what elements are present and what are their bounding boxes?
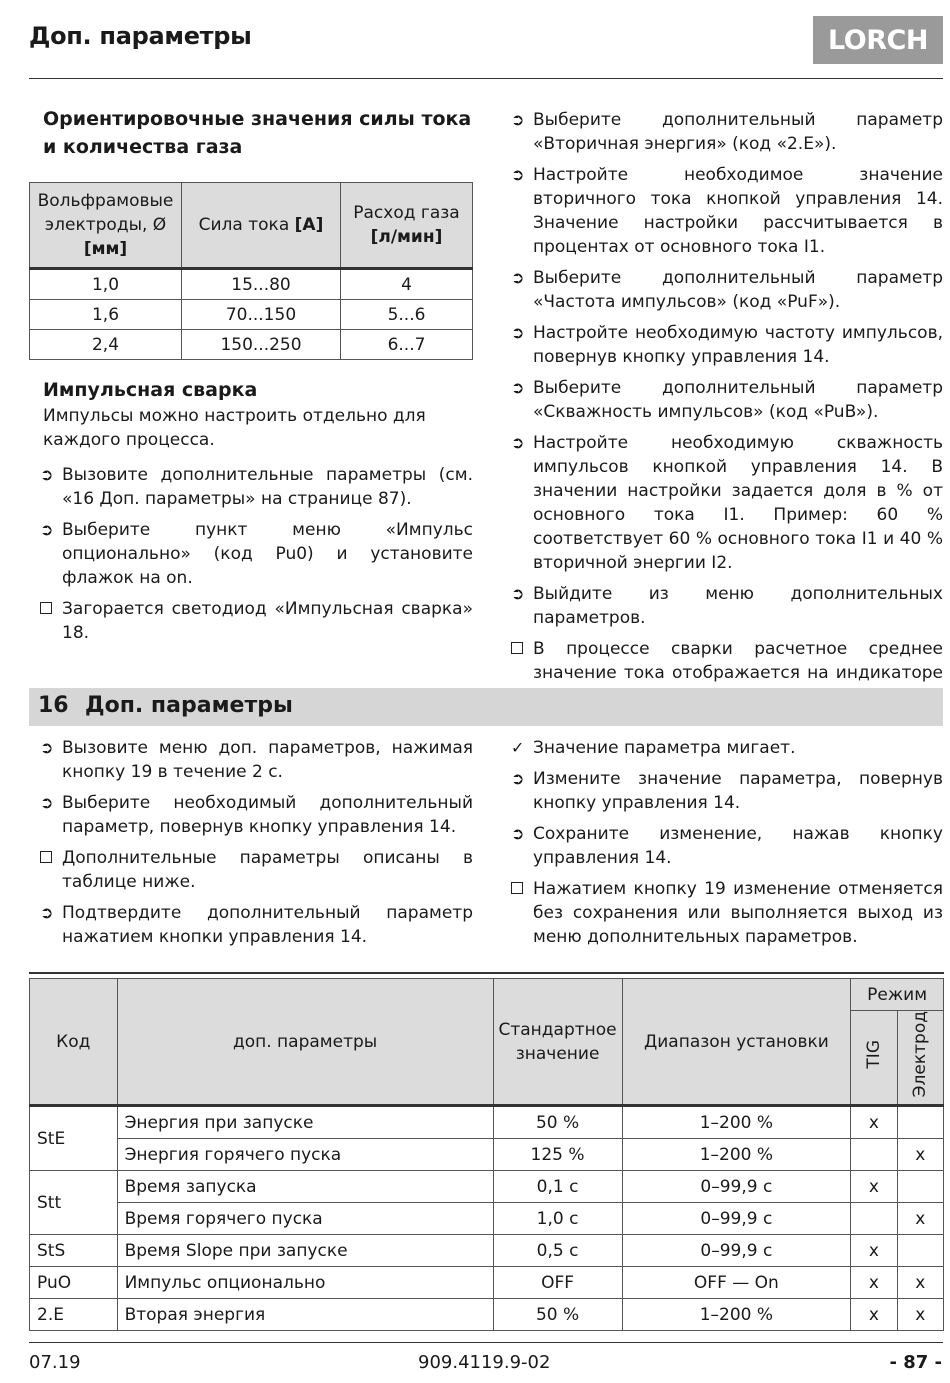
list-item: ✓ Значение параметра мигает. xyxy=(511,738,796,758)
cell: 4 xyxy=(341,269,473,300)
lorch-logo: LORCH xyxy=(813,16,943,64)
table-row xyxy=(30,1235,944,1267)
cell-code: StS xyxy=(30,1235,118,1267)
arrow-icon: ➲ xyxy=(40,903,54,922)
cell-param: Вторая энергия xyxy=(117,1299,493,1331)
th-electrode: Вольфрамовые электроды, Ø [мм] xyxy=(30,183,182,269)
th-code: Код xyxy=(30,979,118,1106)
cell-electrode: x xyxy=(897,1267,943,1299)
cell-range: 0–99,9 с xyxy=(622,1203,851,1235)
arrow-icon: ➲ xyxy=(511,433,525,452)
cell-param: Время горячего пуска xyxy=(117,1203,493,1235)
cell-tig: x xyxy=(851,1299,897,1331)
arrow-icon: ➲ xyxy=(40,793,54,812)
checkbox-icon xyxy=(40,846,62,894)
checkbox-icon xyxy=(511,877,533,949)
cell-code: PuO xyxy=(30,1267,118,1299)
checkmark-icon: ✓ xyxy=(511,738,525,757)
table-row xyxy=(30,1139,944,1171)
cell-param: Время Slope при запуске xyxy=(117,1235,493,1267)
list-item: ➲ Вызовите дополнительные параметры (см. «16 Доп. параметры» на странице 87). xyxy=(40,465,473,509)
section-header xyxy=(29,688,943,726)
footer-date: 07.19 xyxy=(29,1352,81,1373)
table-row xyxy=(30,330,473,360)
table-row xyxy=(30,1267,944,1299)
list-item: ➲ Настройте необходимую частоту импульсов, повернув кнопку управления 14. xyxy=(511,323,943,367)
list-item: ➲ Вызовите меню доп. параметров, нажимая кнопку 19 в течение 2 с. xyxy=(40,738,473,782)
list-item: Дополнительные параметры описаны в таблице ниже. xyxy=(40,846,473,894)
footer-divider xyxy=(29,1342,943,1343)
th-mode: Режим xyxy=(851,979,944,1011)
list-item: Загорается светодиод «Импульсная сварка» 18. xyxy=(40,597,473,645)
arrow-icon: ➲ xyxy=(511,378,525,397)
arrow-icon: ➲ xyxy=(40,520,54,539)
cell-default: 125 % xyxy=(493,1139,622,1171)
header-divider xyxy=(29,78,943,79)
list-item: ➲ Выберите дополнительный параметр «Скважность импульсов» (код «PuB»). xyxy=(511,378,943,422)
footer-doc-number: 909.4119.9-02 xyxy=(418,1352,551,1373)
cell-tig xyxy=(851,1139,897,1171)
table-row xyxy=(30,269,473,300)
cell: 5...6 xyxy=(341,300,473,330)
cell-tig: x xyxy=(851,1171,897,1203)
arrow-icon: ➲ xyxy=(511,584,525,603)
cell-param: Импульс опционально xyxy=(117,1267,493,1299)
cell-default: 0,1 с xyxy=(493,1171,622,1203)
cell-tig: x xyxy=(851,1235,897,1267)
list-item: Нажатием кнопку 19 изменение отменяется без сохранения или выполняется выход из меню дополнительных параметров. xyxy=(511,877,943,949)
cell-default: 0,5 с xyxy=(493,1235,622,1267)
cell: 150...250 xyxy=(182,330,341,360)
cell: 2,4 xyxy=(30,330,182,360)
list-item: ➲ Выберите пункт меню «Импульс опционально» (код Pu0) и установите флажок на on. xyxy=(40,520,473,588)
th-current: Сила тока [A] xyxy=(182,183,341,269)
cell-tig: x xyxy=(851,1267,897,1299)
list-item: ➲ Настройте необходимое значение вторичного тока кнопкой управления 14. Значение настройки рассчитывается в процентах от основного тока I1. xyxy=(511,165,943,257)
cell-default: 50 % xyxy=(493,1106,622,1139)
cell: 1,0 xyxy=(30,269,182,300)
cell-param: Время запуска xyxy=(117,1171,493,1203)
page-title: Доп. параметры xyxy=(29,22,252,50)
list-item: ➲ Выберите дополнительный параметр «Вторичная энергия» (код «2.E»). xyxy=(511,110,943,154)
arrow-icon: ➲ xyxy=(511,323,525,342)
list-item: В процессе сварки расчетное среднее значение тока отображается на индикаторе xyxy=(511,637,943,709)
list-item: ➲ Выйдите из меню дополнительных параметров. xyxy=(511,584,943,628)
arrow-icon: ➲ xyxy=(40,465,54,484)
table-row xyxy=(30,1106,944,1139)
cell-tig: x xyxy=(851,1106,897,1139)
cell-default: OFF xyxy=(493,1267,622,1299)
cell-range: 0–99,9 с xyxy=(622,1171,851,1203)
pulse-steps xyxy=(40,463,473,652)
checkbox-icon xyxy=(40,597,62,645)
cell-range: OFF — On xyxy=(622,1267,851,1299)
menu-steps-left xyxy=(40,736,473,956)
cell-param: Энергия при запуске xyxy=(117,1106,493,1139)
pulse-settings-steps xyxy=(511,108,943,716)
list-item: ➲ Измените значение параметра, повернув кнопку управления 14. xyxy=(511,769,943,813)
cell-electrode: x xyxy=(897,1139,943,1171)
cell: 70...150 xyxy=(182,300,341,330)
th-gas: Расход газа [л/мин] xyxy=(341,183,473,269)
parameter-table xyxy=(29,978,944,1331)
cell-tig xyxy=(851,1203,897,1235)
table-row xyxy=(30,300,473,330)
cell-code: StE xyxy=(30,1106,118,1171)
cell-range: 1–200 % xyxy=(622,1299,851,1331)
cell-code: Stt xyxy=(30,1171,118,1235)
arrow-icon: ➲ xyxy=(511,769,525,788)
list-item: ➲ Сохраните изменение, нажав кнопку управления 14. xyxy=(511,824,943,868)
table-row xyxy=(30,1299,944,1331)
section-title: Доп. параметры xyxy=(85,693,293,718)
cell-param: Энергия горячего пуска xyxy=(117,1139,493,1171)
cell: 6...7 xyxy=(341,330,473,360)
cell-range: 1–200 % xyxy=(622,1139,851,1171)
section-number: 16 xyxy=(38,693,69,718)
pulse-intro: Импульсы можно настроить отдельно для каждого процесса. xyxy=(43,406,426,450)
th-electrode-mode: Электрод xyxy=(897,1011,943,1106)
table-top-rule xyxy=(29,972,944,974)
cell-electrode: x xyxy=(897,1203,943,1235)
cell-default: 1,0 с xyxy=(493,1203,622,1235)
cell-electrode: x xyxy=(897,1299,943,1331)
cell-electrode xyxy=(897,1106,943,1139)
menu-steps-right xyxy=(511,736,943,956)
arrow-icon: ➲ xyxy=(511,110,525,129)
electrode-table xyxy=(29,182,473,360)
arrow-icon: ➲ xyxy=(511,268,525,287)
th-default: Стандартное значение xyxy=(493,979,622,1106)
cell-code: 2.E xyxy=(30,1299,118,1331)
cell-range: 0–99,9 с xyxy=(622,1235,851,1267)
list-item: ➲ Выберите дополнительный параметр «Частота импульсов» (код «PuF»). xyxy=(511,268,943,312)
cell-range: 1–200 % xyxy=(622,1106,851,1139)
cell: 15...80 xyxy=(182,269,341,300)
th-range: Диапазон установки xyxy=(622,979,851,1106)
footer-page-number: - 87 - xyxy=(889,1352,942,1373)
th-tig: TIG xyxy=(851,1011,897,1106)
cell-electrode xyxy=(897,1235,943,1267)
arrow-icon: ➲ xyxy=(40,738,54,757)
list-item: ➲ Выберите необходимый дополнительный параметр, повернув кнопку управления 14. xyxy=(40,793,473,837)
th-param: доп. параметры xyxy=(117,979,493,1106)
table-row xyxy=(30,1203,944,1235)
arrow-icon: ➲ xyxy=(511,165,525,184)
table-row xyxy=(30,1171,944,1203)
list-item: ➲ Настройте необходимую скважность импульсов кнопкой управления 14. В значении настройки задается доля в % от основного тока I1. Пример: 60 % соответствует 60 % основного тока I1 и 40 % вторичной энергии I2. xyxy=(511,433,943,573)
cell: 1,6 xyxy=(30,300,182,330)
cell-electrode xyxy=(897,1171,943,1203)
arrow-icon: ➲ xyxy=(511,824,525,843)
list-item: ➲ Подтвердите дополнительный параметр нажатием кнопки управления 14. xyxy=(40,903,473,947)
heading-current-gas: Ориентировочные значения силы тока и количества газа xyxy=(43,108,472,158)
cell-default: 50 % xyxy=(493,1299,622,1331)
pulse-section xyxy=(43,376,473,459)
subheading-pulse: Импульсная сварка xyxy=(43,379,258,401)
